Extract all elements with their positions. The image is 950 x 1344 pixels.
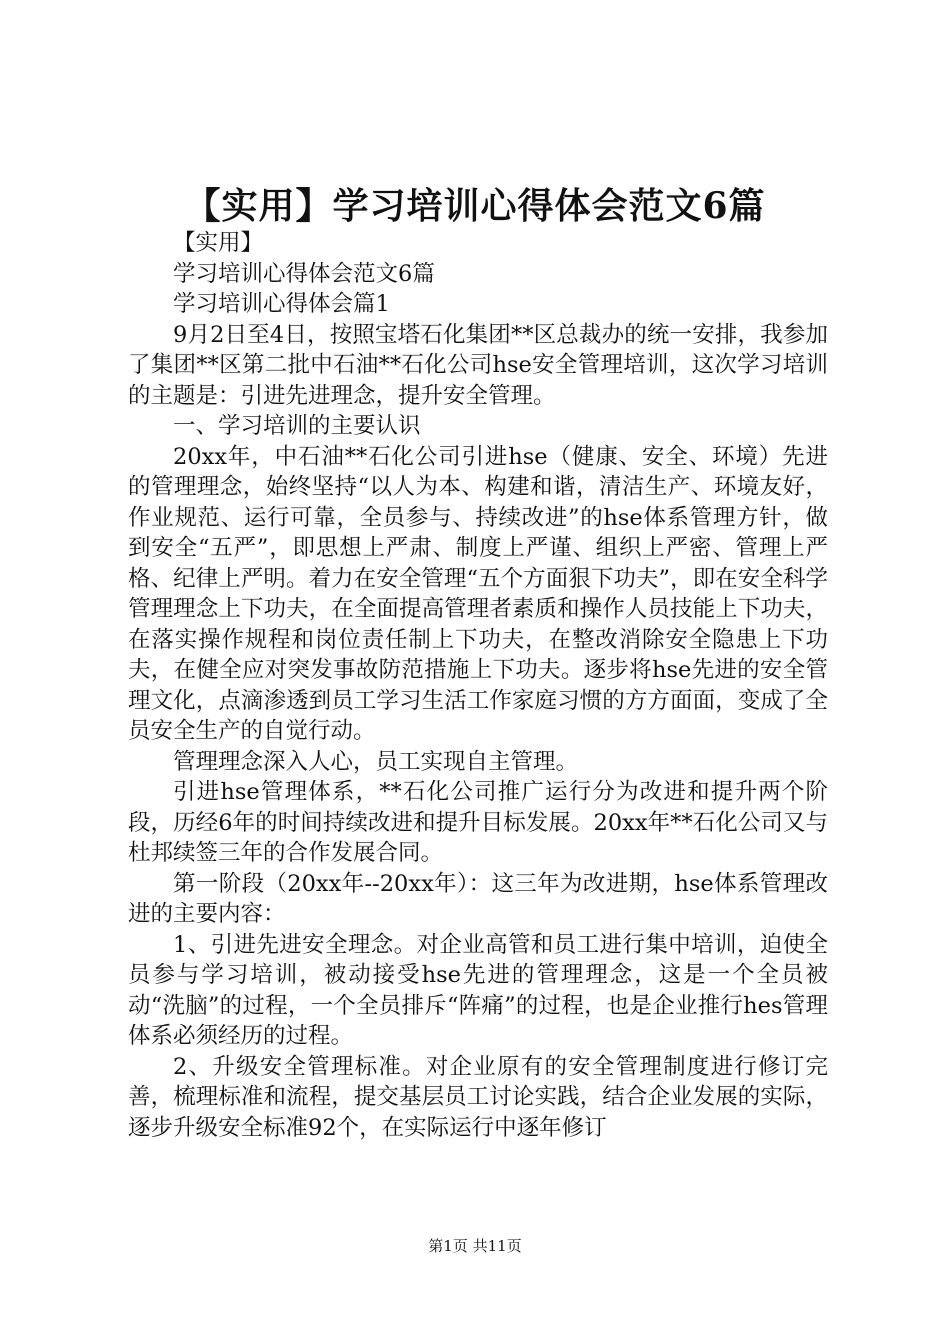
paragraph: 学习培训心得体会篇1 bbox=[173, 291, 390, 317]
document-body bbox=[128, 228, 828, 1143]
paragraph: 2、升级安全管理标准。对企业原有的安全管理制度进行修订完善，梳理标准和流程，提交基层员工讨论实践，结合企业发展的实际，逐步升级安全标准92个，在实际运行中逐年修订 bbox=[128, 1053, 828, 1141]
section-heading: 一、学习培训的主要认识 bbox=[173, 413, 421, 439]
paragraph: 学习培训心得体会范文6篇 bbox=[173, 260, 435, 287]
paragraph: 【实用】 bbox=[173, 230, 264, 256]
paragraph: 第一阶段（20xx年--20xx年）：这三年为改进期，hse体系管理改进的主要内容： bbox=[128, 870, 828, 927]
paragraph: 20xx年，中石油**石化公司引进hse（健康、安全、环境）先进的管理理念，始终坚持“以人为本、构建和谐，清洁生产、环境友好，作业规范、运行可靠，全员参与、持续改进”的hse体系管理方针，做到安全“五严”，即思想上严肃、制度上严谨、组织上严密、管理上严格、纪律上严明。着力在安全管理“五个方面狠下功夫”，即在安全科学管理理念上下功夫，在全面提高管理者素质和操作人员技能上下功夫，在落实操作规程和岗位责任制上下功夫，在整改消除安全隐患上下功夫，在健全应对突发事故防范措施上下功夫。逐步将hse先进的安全管理文化，点滴渗透到员工学习生活工作家庭习惯的方方面面，变成了全员安全生产的自觉行动。 bbox=[128, 443, 828, 744]
paragraph: 引进hse管理体系，**石化公司推广运行分为改进和提升两个阶段，历经6年的时间持续改进和提升目标发展。20xx年**石化公司又与杜邦续签三年的合作发展合同。 bbox=[128, 779, 828, 866]
paragraph: 1、引进先进安全理念。对企业高管和员工进行集中培训，迫使全员参与学习培训，被动接受hse先进的管理理念，这是一个全员被动“洗脑”的过程，一个全员排斥“阵痛”的过程，也是企业推行hes管理体系必须经历的过程。 bbox=[128, 931, 828, 1049]
paragraph: 9月2日至4日，按照宝塔石化集团**区总裁办的统一安排，我参加了集团**区第二批中石油**石化公司hse安全管理培训，这次学习培训的主题是：引进先进理念，提升安全管理。 bbox=[128, 321, 828, 409]
paragraph: 管理理念深入人心，员工实现自主管理。 bbox=[173, 748, 579, 775]
page-number-footer: 第1页 共11页 bbox=[428, 1237, 522, 1255]
document-title: 【实用】学习培训心得体会范文6篇 bbox=[184, 185, 766, 227]
